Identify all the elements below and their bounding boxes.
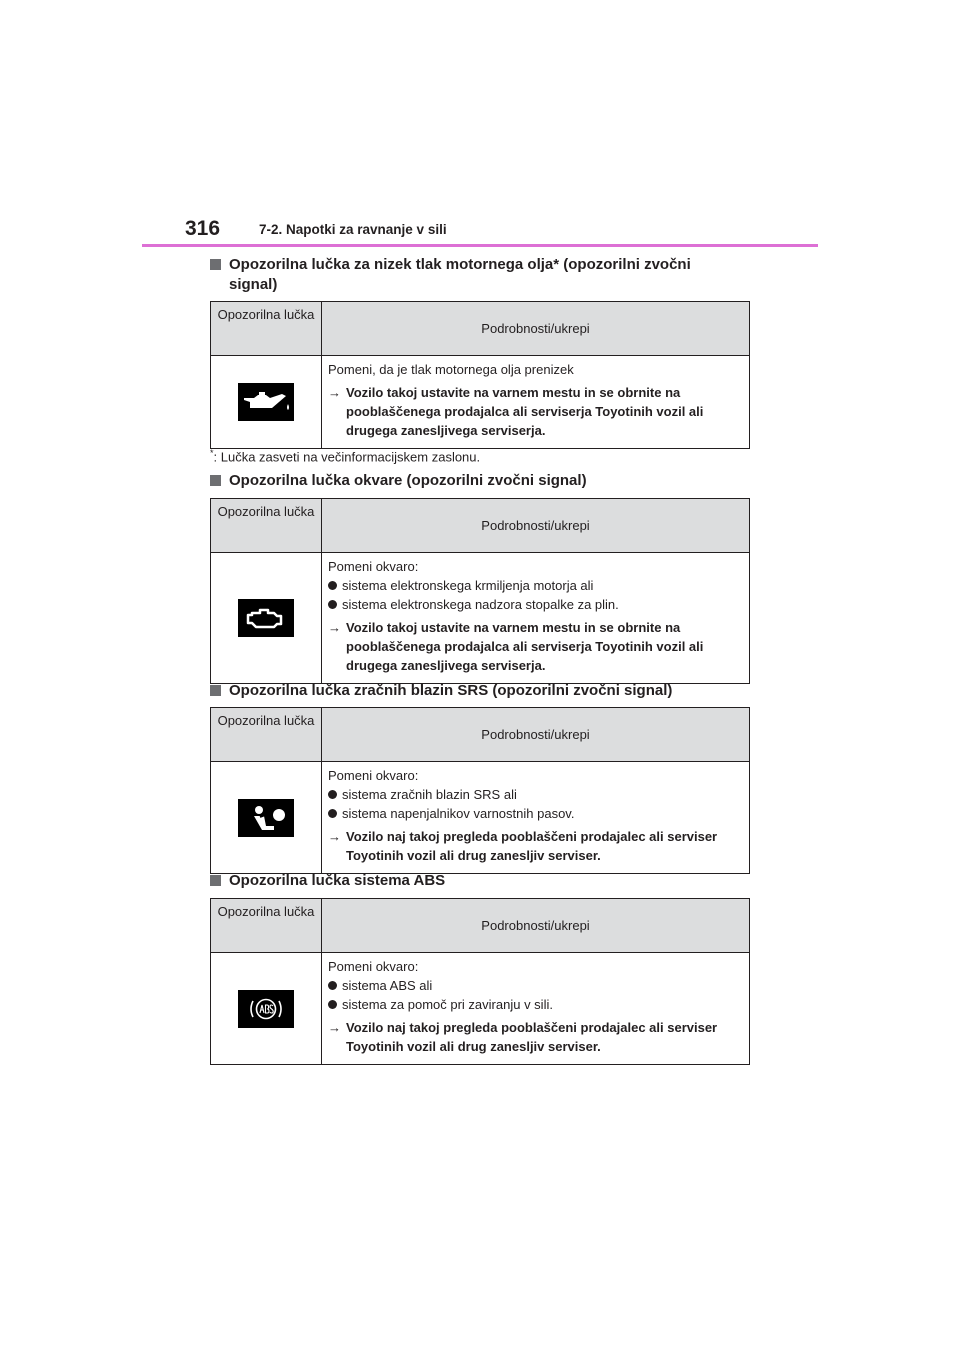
column-header-details: Podrobnosti/ukrepi [322, 708, 750, 762]
bullet-icon [328, 581, 337, 590]
page-header [185, 214, 447, 244]
abs-icon [238, 990, 294, 1028]
section-heading: Opozorilna lučka zračnih blazin SRS (opozorilni zvočni signal) [210, 681, 672, 701]
header-rule [142, 244, 818, 247]
action-text: → Vozilo takoj ustavite na varnem mestu in se obrnite na pooblaščenega prodajalca ali serviserja Toyotinih vozil ali drugega zanesljivega serviserja. [328, 620, 704, 673]
column-header-details: Podrobnosti/ukrepi [322, 899, 750, 953]
column-header-lamp: Opozorilna lučka [211, 302, 322, 356]
section-heading: Opozorilna lučka sistema ABS [210, 871, 445, 891]
bullet-icon [328, 1000, 337, 1009]
section-heading: Opozorilna lučka okvare (opozorilni zvočni signal) [210, 471, 587, 491]
chapter-title: 7-2. Napotki za ravnanje v sili [259, 221, 447, 237]
warning-table-oil-pressure [210, 301, 750, 449]
detail-intro: Pomeni okvaro: [328, 559, 419, 574]
bullet-icon [328, 981, 337, 990]
action-text: → Vozilo takoj ustavite na varnem mestu in se obrnite na pooblaščenega prodajalca ali serviserja Toyotinih vozil ali drugega zanesljivega serviserja. [328, 385, 704, 438]
column-header-lamp: Opozorilna lučka [211, 899, 322, 953]
column-header-details: Podrobnosti/ukrepi [322, 499, 750, 553]
action-text: → Vozilo naj takoj pregleda pooblaščeni prodajalec ali serviser Toyotinih vozil ali drug zanesljiv serviser. [328, 829, 718, 863]
oil-pressure-icon [238, 383, 294, 421]
list-item: sistema napenjalnikov varnostnih pasov. [328, 804, 743, 823]
list-item: sistema ABS ali [328, 976, 743, 995]
detail-intro: Pomeni okvaro: [328, 959, 419, 974]
list-item: sistema zračnih blazin SRS ali [328, 785, 743, 804]
column-header-lamp: Opozorilna lučka [211, 708, 322, 762]
warning-table-malfunction [210, 498, 750, 684]
airbag-icon [238, 799, 294, 837]
list-item: sistema za pomoč pri zaviranju v sili. [328, 995, 743, 1014]
bullet-icon [328, 790, 337, 799]
list-item: sistema elektronskega krmiljenja motorja ali [328, 576, 743, 595]
action-text: → Vozilo naj takoj pregleda pooblaščeni prodajalec ali serviser Toyotinih vozil ali drug zanesljiv serviser. [328, 1020, 718, 1054]
detail-intro: Pomeni, da je tlak motornega olja prenizek [328, 362, 574, 377]
square-bullet-icon [210, 685, 221, 696]
footnote: *: Lučka zasveti na večinformacijskem zaslonu. [210, 448, 481, 465]
bullet-icon [328, 600, 337, 609]
check-engine-icon [238, 599, 294, 637]
square-bullet-icon [210, 475, 221, 486]
bullet-icon [328, 809, 337, 818]
square-bullet-icon [210, 875, 221, 886]
page-number: 316 [185, 217, 221, 240]
column-header-lamp: Opozorilna lučka [211, 499, 322, 553]
detail-intro: Pomeni okvaro: [328, 768, 419, 783]
warning-table-abs [210, 898, 750, 1065]
column-header-details: Podrobnosti/ukrepi [322, 302, 750, 356]
section-heading: Opozorilna lučka za nizek tlak motornega olja* (opozorilni zvočni signal) [210, 255, 740, 295]
square-bullet-icon [210, 259, 221, 270]
warning-table-srs-airbag [210, 707, 750, 874]
list-item: sistema elektronskega nadzora stopalke za plin. [328, 595, 743, 614]
